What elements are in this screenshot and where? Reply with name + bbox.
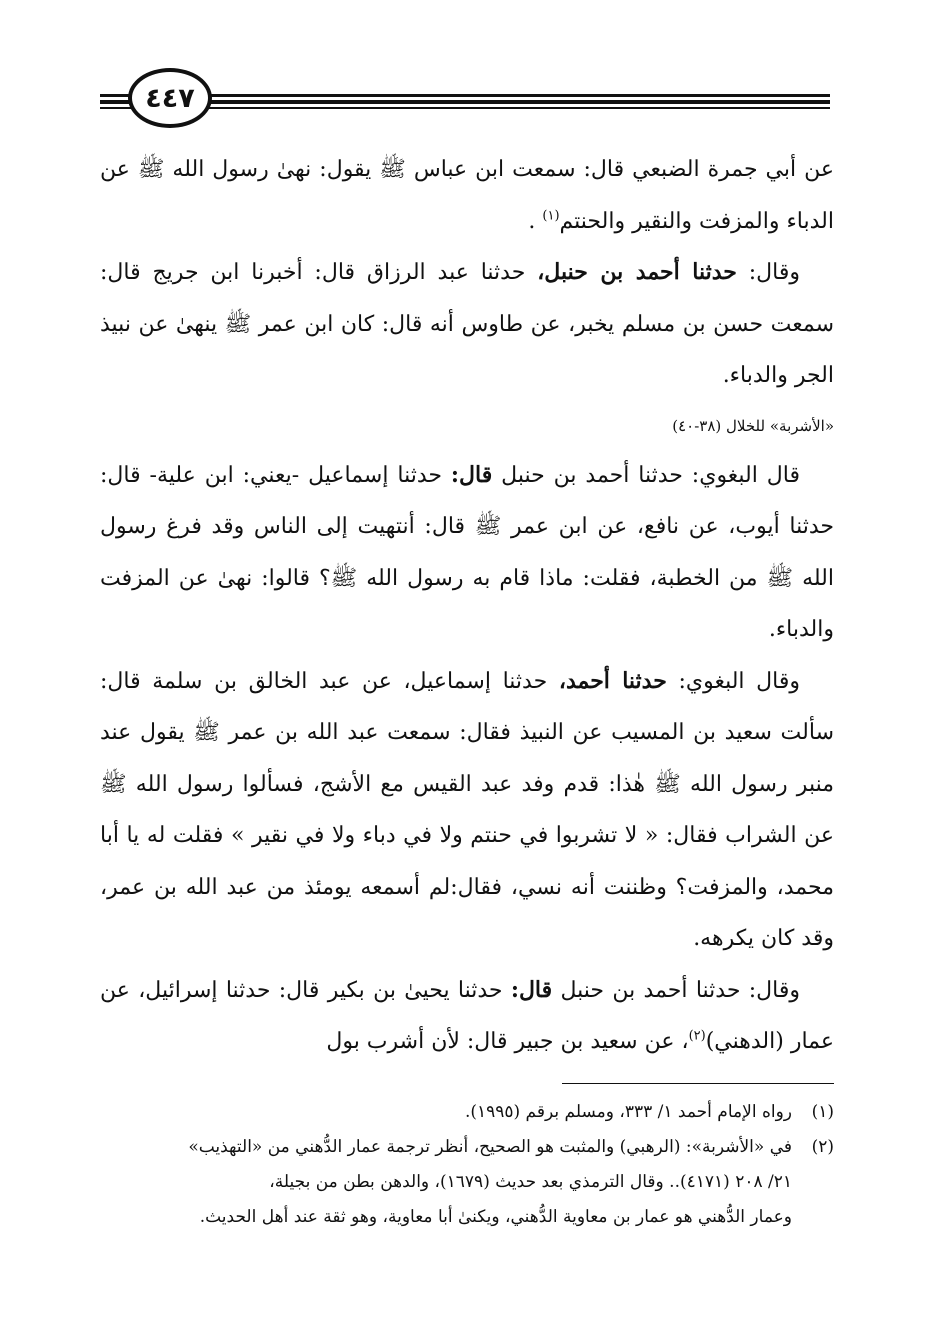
footnotes [100,1095,834,1235]
bold-text: قال: [450,461,493,488]
paragraph: وقال البغوي: حدثنا أحمد، حدثنا إسماعيل، عن عبد الخالق بن سلمة قال: سألت سعيد بن المسيب عن النبيذ فقال: سمعت عبد الله بن عمر ﷺ يقول عند منبر رسول الله ﷺ هٰذا: قدم وفد عبد القيس مع الأشج، فسألوا رسول الله ﷺ عن الشراب فقال: « لا تشربوا في حنتم ولا في دباء ولا في نقير » فقلت له يا أبا محمد، والمزفت؟ وظننت أنه نسي، فقال:لم أسمعه يومئذ من عبد الله بن عمر، وقد كان يكرهه. [100,667,834,951]
section-source-heading: «الأشربة» للخلال (٣٨-٤٠) [672,416,834,435]
footnote-line: ٢١/ ٢٠٨ (٤١٧١).. وقال الترمذي بعد حديث (١٦٧٩)، والدهن بطن من بجيلة، [269,1172,792,1192]
footnote-number: (١) [811,1102,834,1122]
bold-text: حدثنا أحمد بن حنبل، [537,259,737,285]
footnote-marker: (١) [542,208,560,224]
paragraph: عن أبي جمرة الضبعي قال: سمعت ابن عباس ﷺ يقول: نهىٰ رسول الله ﷺ عن الدباء والمزفت والنقير والحنتم$^{(١)}$ . [100,157,834,234]
footnote: (٢)في «الأشربة»: (الرهبي) والمثبت هو الصحيح، أنظر ترجمة عمار الدُّهني من «التهذيب» [100,1130,834,1165]
main-text [100,144,834,1068]
page-number: ٤٤٧ [128,68,212,128]
footnote: (١)رواه الإمام أحمد ١/ ٣٣٣، ومسلم برقم (١٩٩٥). [100,1095,834,1130]
bold-text: قال: [510,976,553,1003]
paragraph: وقال: حدثنا أحمد بن حنبل قال: حدثنا يحيىٰ بن بكير قال: حدثنا إسرائيل، عن عمار (الدهني)$^{(٢)}$، عن سعيد بن جبير قال: لأن أشرب بول [100,976,834,1054]
footnote-separator [562,1083,834,1084]
paragraph: قال البغوي: حدثنا أحمد بن حنبل قال: حدثنا إسماعيل -يعني: ابن علية- قال: حدثنا أيوب، عن نافع، عن ابن عمر ﷺ قال: أنتهيت إلى الناس وقد فرغ رسول الله ﷺ من الخطبة، فقلت: ماذا قام به رسول الله ﷺ؟ قالوا: نهىٰ عن المزفت والدباء. [100,461,834,642]
footnote-line: وعمار الدُّهني هو عمار بن معاوية الدُّهني، ويكنىٰ أبا معاوية، وهو ثقة عند أهل الحديث. [199,1207,792,1227]
paragraph: وقال: حدثنا أحمد بن حنبل، حدثنا عبد الرزاق قال: أخبرنا ابن جريج قال: سمعت حسن بن مسلم يخبر، عن طاوس أنه قال: كان ابن عمر ﷺ ينهىٰ عن نبيذ الجر والدباء. [100,259,834,388]
footnote-marker: (٢) [688,1028,706,1044]
bold-text: حدثنا أحمد، [558,667,667,694]
page-header [100,68,830,132]
footnote-number: (٢) [811,1137,834,1157]
